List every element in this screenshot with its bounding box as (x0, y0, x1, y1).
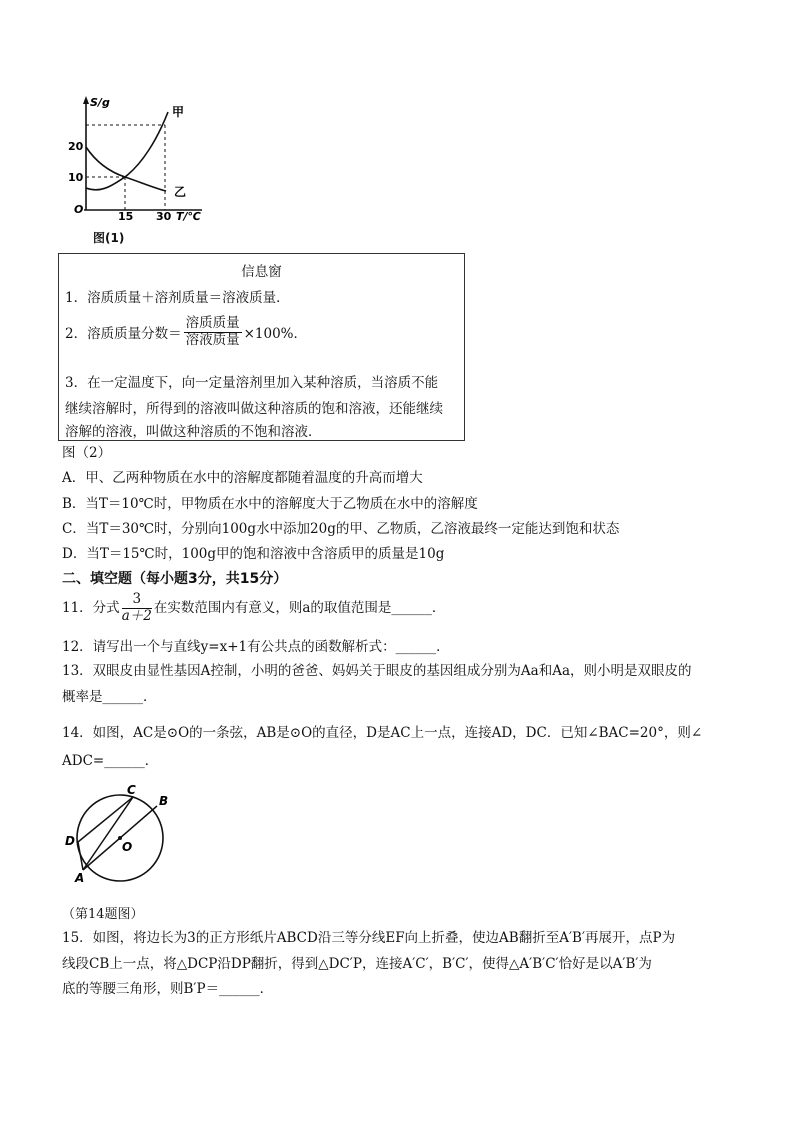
q11-suffix: 在实数范围内有意义，则a的取值范围是______． (153, 599, 446, 616)
question-12: 12．请写出一个与直线y=x+1有公共点的函数解析式：______． (62, 639, 450, 655)
info-item-3-line-3: 溶解的溶液，叫做这种溶质的不饱和溶液． (65, 424, 322, 440)
option-c: C．当T＝30℃时，分别向100g水中添加20g的甲、乙物质，乙溶液最终一定能达到饱和状态 (62, 521, 620, 537)
solubility-graph (62, 92, 212, 222)
y-axis-arrow (83, 96, 89, 104)
curve-yi-label: 乙 (174, 185, 187, 199)
label-o: O (122, 840, 133, 854)
segment-dc (78, 797, 133, 842)
info-title: 信息窗 (241, 264, 282, 280)
figure1-caption: 图(1) (93, 231, 125, 245)
curve-yi (86, 147, 166, 191)
q14-caption: （第14题图） (62, 907, 144, 922)
question-15-line-1: 15．如图，将边长为3的正方形纸片ABCD沿三等分线EF向上折叠，使边AB翻折至A′B′再展开，点P为 (62, 930, 676, 946)
info-item-2-prefix: 2．溶质质量分数＝ (65, 326, 182, 343)
option-d: D．当T＝15℃时，100g甲的饱和溶液中含溶质甲的质量是10g (62, 546, 445, 562)
question-15-line-2: 线段CB上一点，将△DCP沿DP翻折，得到△DC′P，连接A′C′，B′C′，使得△A′B′C′恰好是以A′B′为 (62, 956, 652, 972)
fraction-numerator: 溶质质量 (185, 315, 240, 331)
y-tick-10: 10 (68, 171, 84, 184)
option-b: B．当T＝10℃时，甲物质在水中的溶解度大于乙物质在水中的溶解度 (62, 496, 478, 512)
q11-fraction (122, 592, 152, 624)
label-c: C (127, 783, 136, 797)
y-axis-label: S/g (90, 96, 110, 109)
info-item-2-suffix: ×100%． (243, 326, 308, 343)
x-axis-label: T/℃ (176, 210, 201, 222)
question-14-line-1: 14．如图，AC是⊙O的一条弦，AB是⊙O的直径，D是AC上一点，连接AD，DC．已知∠BAC=20°，则∠ (62, 725, 703, 741)
question-15-line-3: 底的等腰三角形，则B′P＝______． (62, 981, 274, 997)
question-13-line-1: 13．双眼皮由显性基因A控制，小明的爸爸、妈妈关于眼皮的基因组成分别为Aa和Aa，则小明是双眼皮的 (62, 663, 692, 679)
q11-numerator: 3 (122, 592, 152, 609)
info-item-3-line-2: 继续溶解时，所得到的溶液叫做这种溶质的饱和溶液，还能继续 (65, 401, 443, 417)
fraction-denominator: 溶液质量 (185, 331, 240, 348)
x-tick-30: 30 (156, 210, 172, 222)
question-11 (62, 592, 445, 624)
info-item-2 (65, 316, 307, 348)
x-tick-15: 15 (118, 210, 134, 222)
option-a: A．甲、乙两种物质在水中的溶解度都随着温度的升高而增大 (62, 470, 423, 486)
segment-ad (78, 842, 83, 870)
figure2-caption: 图（2） (62, 445, 112, 461)
info-item-3-line-1: 3．在一定温度下，向一定量溶剂里加入某种溶质，当溶质不能 (65, 375, 439, 391)
info-window (58, 253, 465, 441)
label-a: A (75, 871, 85, 885)
q11-prefix: 11．分式 (62, 599, 120, 616)
question-14-line-2: ADC=______． (62, 753, 159, 769)
section-title: 二、填空题（每小题3分，共15分） (62, 571, 288, 587)
origin-label: O (74, 203, 84, 216)
label-d: D (65, 834, 75, 848)
y-tick-20: 20 (68, 140, 84, 153)
mass-fraction-formula (184, 316, 242, 348)
label-b: B (159, 794, 169, 808)
circle-figure (62, 783, 182, 893)
info-item-1: 1．溶质质量＋溶剂质量＝溶液质量． (65, 290, 290, 306)
question-13-line-2: 概率是______． (62, 689, 157, 705)
q11-denominator: a＋2 (121, 607, 152, 624)
curve-jia-label: 甲 (172, 105, 185, 119)
